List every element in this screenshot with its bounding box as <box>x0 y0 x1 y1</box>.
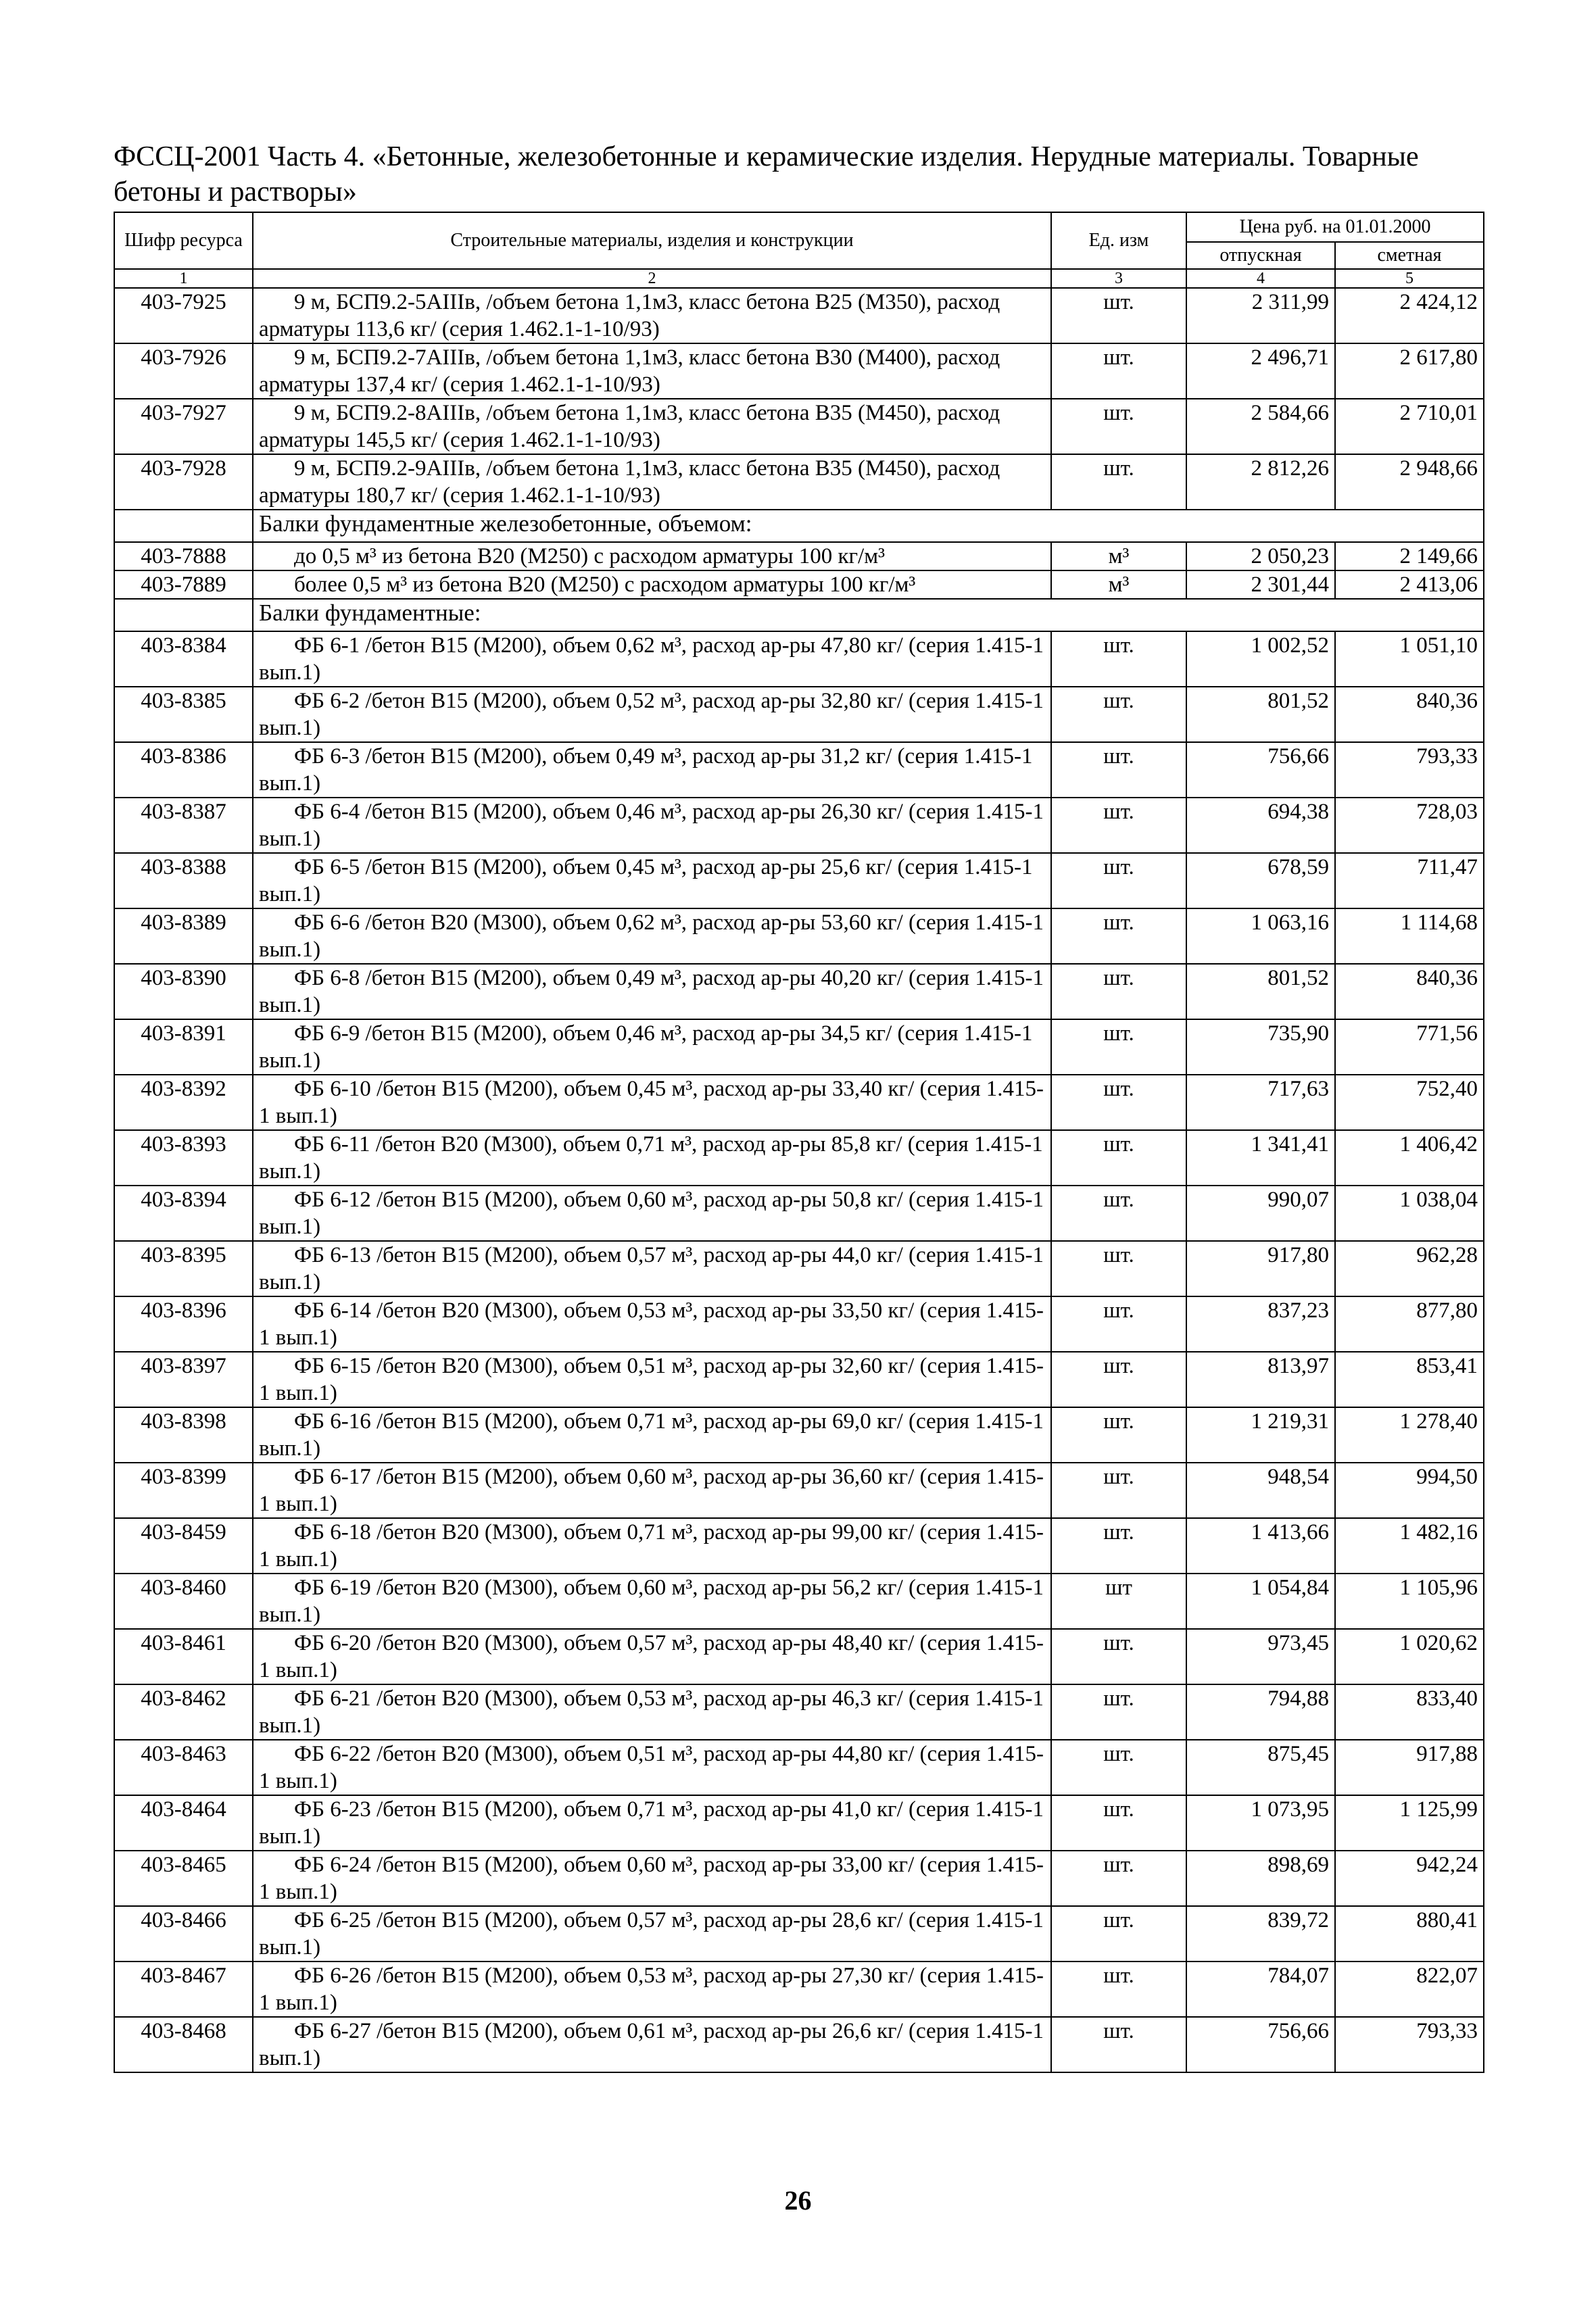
estimate-price-cell: 962,28 <box>1335 1241 1484 1296</box>
table-row <box>114 1186 1484 1241</box>
resource-code-cell: 403-8395 <box>114 1241 253 1296</box>
resource-code-cell: 403-7888 <box>114 542 253 570</box>
estimate-price-cell: 2 149,66 <box>1335 542 1484 570</box>
table-row <box>114 1518 1484 1574</box>
release-price-cell: 756,66 <box>1186 2017 1335 2072</box>
estimate-price-cell: 840,36 <box>1335 687 1484 742</box>
unit-cell: шт. <box>1051 1241 1186 1296</box>
table-row <box>114 1296 1484 1352</box>
release-price-cell: 756,66 <box>1186 742 1335 798</box>
table-row <box>114 742 1484 798</box>
estimate-price-cell: 1 125,99 <box>1335 1795 1484 1851</box>
unit-cell: шт. <box>1051 454 1186 510</box>
table-row <box>114 1795 1484 1851</box>
material-description-cell: ФБ 6-26 /бетон В15 (М200), объем 0,53 м³, расход ар-ры 27,30 кг/ (серия 1.415-1 вып.1) <box>253 1961 1051 2017</box>
resource-code-cell: 403-8396 <box>114 1296 253 1352</box>
table-row <box>114 2017 1484 2072</box>
empty-code-cell <box>114 510 253 542</box>
material-description-cell: ФБ 6-15 /бетон В20 (М300), объем 0,51 м³, расход ар-ры 32,60 кг/ (серия 1.415-1 вып.1) <box>253 1352 1051 1407</box>
table-row <box>114 454 1484 510</box>
table-row <box>114 343 1484 399</box>
unit-cell: шт. <box>1051 1906 1186 1961</box>
estimate-price-cell: 917,88 <box>1335 1740 1484 1795</box>
release-price-cell: 2 496,71 <box>1186 343 1335 399</box>
unit-cell: шт. <box>1051 1795 1186 1851</box>
table-row <box>114 288 1484 343</box>
table-row <box>114 853 1484 908</box>
estimate-price-cell: 711,47 <box>1335 853 1484 908</box>
resource-code-cell: 403-8388 <box>114 853 253 908</box>
unit-cell: шт. <box>1051 853 1186 908</box>
column-header-release-price: отпускная <box>1186 242 1335 269</box>
column-number: 3 <box>1051 269 1186 288</box>
material-description-cell: ФБ 6-3 /бетон В15 (М200), объем 0,49 м³, расход ар-ры 31,2 кг/ (серия 1.415-1 вып.1) <box>253 742 1051 798</box>
column-header-code: Шифр ресурса <box>114 212 253 269</box>
unit-cell: шт. <box>1051 1186 1186 1241</box>
table-row <box>114 1629 1484 1684</box>
column-number: 1 <box>114 269 253 288</box>
resource-code-cell: 403-8464 <box>114 1795 253 1851</box>
material-description-cell: до 0,5 м³ из бетона В20 (М250) с расходом арматуры 100 кг/м³ <box>253 542 1051 570</box>
release-price-cell: 735,90 <box>1186 1019 1335 1075</box>
resource-code-cell: 403-8398 <box>114 1407 253 1463</box>
table-row <box>114 798 1484 853</box>
material-description-cell: ФБ 6-8 /бетон В15 (М200), объем 0,49 м³, расход ар-ры 40,20 кг/ (серия 1.415-1 вып.1) <box>253 964 1051 1019</box>
unit-cell: шт. <box>1051 798 1186 853</box>
estimate-price-cell: 1 114,68 <box>1335 908 1484 964</box>
release-price-cell: 694,38 <box>1186 798 1335 853</box>
material-description-cell: ФБ 6-24 /бетон В15 (М200), объем 0,60 м³, расход ар-ры 33,00 кг/ (серия 1.415-1 вып.1) <box>253 1851 1051 1906</box>
material-description-cell: ФБ 6-9 /бетон В15 (М200), объем 0,46 м³, расход ар-ры 34,5 кг/ (серия 1.415-1 вып.1) <box>253 1019 1051 1075</box>
material-description-cell: ФБ 6-4 /бетон В15 (М200), объем 0,46 м³, расход ар-ры 26,30 кг/ (серия 1.415-1 вып.1) <box>253 798 1051 853</box>
resource-code-cell: 403-8387 <box>114 798 253 853</box>
unit-cell: шт. <box>1051 1740 1186 1795</box>
release-price-cell: 794,88 <box>1186 1684 1335 1740</box>
estimate-price-cell: 853,41 <box>1335 1352 1484 1407</box>
release-price-cell: 917,80 <box>1186 1241 1335 1296</box>
table-header <box>114 212 1484 288</box>
material-description-cell: ФБ 6-10 /бетон В15 (М200), объем 0,45 м³, расход ар-ры 33,40 кг/ (серия 1.415-1 вып.1) <box>253 1075 1051 1130</box>
estimate-price-cell: 793,33 <box>1335 742 1484 798</box>
table-row <box>114 1130 1484 1186</box>
resource-code-cell: 403-7889 <box>114 570 253 599</box>
unit-cell: шт. <box>1051 2017 1186 2072</box>
release-price-cell: 717,63 <box>1186 1075 1335 1130</box>
resource-code-cell: 403-7925 <box>114 288 253 343</box>
resource-code-cell: 403-7928 <box>114 454 253 510</box>
group-heading: Балки фундаментные: <box>253 599 1484 631</box>
table-row <box>114 1574 1484 1629</box>
unit-cell: шт. <box>1051 1019 1186 1075</box>
table-row <box>114 1463 1484 1518</box>
material-description-cell: ФБ 6-1 /бетон В15 (М200), объем 0,62 м³, расход ар-ры 47,80 кг/ (серия 1.415-1 вып.1) <box>253 631 1051 687</box>
material-description-cell: ФБ 6-20 /бетон В20 (М300), объем 0,57 м³, расход ар-ры 48,40 кг/ (серия 1.415-1 вып.1) <box>253 1629 1051 1684</box>
empty-code-cell <box>114 599 253 631</box>
table-row <box>114 399 1484 454</box>
resource-code-cell: 403-8384 <box>114 631 253 687</box>
table-row <box>114 1906 1484 1961</box>
release-price-cell: 2 584,66 <box>1186 399 1335 454</box>
unit-cell: шт. <box>1051 1407 1186 1463</box>
column-header-estimate-price: сметная <box>1335 242 1484 269</box>
table-row <box>114 1241 1484 1296</box>
estimate-price-cell: 1 051,10 <box>1335 631 1484 687</box>
material-description-cell: ФБ 6-19 /бетон В20 (М300), объем 0,60 м³, расход ар-ры 56,2 кг/ (серия 1.415-1 вып.1) <box>253 1574 1051 1629</box>
resource-code-cell: 403-8389 <box>114 908 253 964</box>
resource-code-cell: 403-8385 <box>114 687 253 742</box>
resource-code-cell: 403-8390 <box>114 964 253 1019</box>
material-description-cell: ФБ 6-2 /бетон В15 (М200), объем 0,52 м³, расход ар-ры 32,80 кг/ (серия 1.415-1 вып.1) <box>253 687 1051 742</box>
material-description-cell: ФБ 6-18 /бетон В20 (М300), объем 0,71 м³, расход ар-ры 99,00 кг/ (серия 1.415-1 вып.1) <box>253 1518 1051 1574</box>
release-price-cell: 948,54 <box>1186 1463 1335 1518</box>
material-description-cell: более 0,5 м³ из бетона В20 (М250) с расходом арматуры 100 кг/м³ <box>253 570 1051 599</box>
resource-code-cell: 403-8462 <box>114 1684 253 1740</box>
unit-cell: шт. <box>1051 742 1186 798</box>
resource-code-cell: 403-8468 <box>114 2017 253 2072</box>
table-row <box>114 687 1484 742</box>
unit-cell: шт. <box>1051 1684 1186 1740</box>
material-description-cell: ФБ 6-27 /бетон В15 (М200), объем 0,61 м³, расход ар-ры 26,6 кг/ (серия 1.415-1 вып.1) <box>253 2017 1051 2072</box>
table-row <box>114 631 1484 687</box>
column-header-unit: Ед. изм <box>1051 212 1186 269</box>
release-price-cell: 875,45 <box>1186 1740 1335 1795</box>
resource-code-cell: 403-8461 <box>114 1629 253 1684</box>
resource-code-cell: 403-8399 <box>114 1463 253 1518</box>
material-description-cell: 9 м, БСП9.2-7АIIIв, /объем бетона 1,1м3, класс бетона В30 (М400), расход арматуры 137,4 кг/ (серия 1.462.1-1-10/93) <box>253 343 1051 399</box>
resource-code-cell: 403-8392 <box>114 1075 253 1130</box>
material-description-cell: ФБ 6-12 /бетон В15 (М200), объем 0,60 м³, расход ар-ры 50,8 кг/ (серия 1.415-1 вып.1) <box>253 1186 1051 1241</box>
material-description-cell: ФБ 6-13 /бетон В15 (М200), объем 0,57 м³, расход ар-ры 44,0 кг/ (серия 1.415-1 вып.1) <box>253 1241 1051 1296</box>
release-price-cell: 813,97 <box>1186 1352 1335 1407</box>
unit-cell: м³ <box>1051 542 1186 570</box>
estimate-price-cell: 1 020,62 <box>1335 1629 1484 1684</box>
unit-cell: шт. <box>1051 1352 1186 1407</box>
table-row <box>114 1684 1484 1740</box>
release-price-cell: 973,45 <box>1186 1629 1335 1684</box>
resource-code-cell: 403-8466 <box>114 1906 253 1961</box>
resource-code-cell: 403-8465 <box>114 1851 253 1906</box>
resource-code-cell: 403-8394 <box>114 1186 253 1241</box>
table-row <box>114 908 1484 964</box>
estimate-price-cell: 1 406,42 <box>1335 1130 1484 1186</box>
material-description-cell: ФБ 6-17 /бетон В15 (М200), объем 0,60 м³, расход ар-ры 36,60 кг/ (серия 1.415-1 вып.1) <box>253 1463 1051 1518</box>
resource-code-cell: 403-8460 <box>114 1574 253 1629</box>
price-table <box>114 212 1484 2073</box>
column-number: 5 <box>1335 269 1484 288</box>
release-price-cell: 1 341,41 <box>1186 1130 1335 1186</box>
table-row <box>114 570 1484 599</box>
estimate-price-cell: 793,33 <box>1335 2017 1484 2072</box>
table-row <box>114 1740 1484 1795</box>
table-row <box>114 1352 1484 1407</box>
estimate-price-cell: 877,80 <box>1335 1296 1484 1352</box>
unit-cell: шт. <box>1051 908 1186 964</box>
estimate-price-cell: 2 424,12 <box>1335 288 1484 343</box>
estimate-price-cell: 880,41 <box>1335 1906 1484 1961</box>
unit-cell: шт. <box>1051 288 1186 343</box>
release-price-cell: 1 219,31 <box>1186 1407 1335 1463</box>
estimate-price-cell: 2 413,06 <box>1335 570 1484 599</box>
column-header-price-group: Цена руб. на 01.01.2000 <box>1186 212 1484 242</box>
estimate-price-cell: 942,24 <box>1335 1851 1484 1906</box>
resource-code-cell: 403-7927 <box>114 399 253 454</box>
table-row <box>114 1961 1484 2017</box>
column-header-name: Строительные материалы, изделия и конструкции <box>253 212 1051 269</box>
release-price-cell: 784,07 <box>1186 1961 1335 2017</box>
material-description-cell: ФБ 6-14 /бетон В20 (М300), объем 0,53 м³, расход ар-ры 33,50 кг/ (серия 1.415-1 вып.1) <box>253 1296 1051 1352</box>
estimate-price-cell: 752,40 <box>1335 1075 1484 1130</box>
estimate-price-cell: 1 105,96 <box>1335 1574 1484 1629</box>
unit-cell: шт. <box>1051 1296 1186 1352</box>
unit-cell: шт. <box>1051 399 1186 454</box>
table-row <box>114 1019 1484 1075</box>
release-price-cell: 990,07 <box>1186 1186 1335 1241</box>
release-price-cell: 898,69 <box>1186 1851 1335 1906</box>
material-description-cell: ФБ 6-21 /бетон В20 (М300), объем 0,53 м³, расход ар-ры 46,3 кг/ (серия 1.415-1 вып.1) <box>253 1684 1051 1740</box>
material-description-cell: 9 м, БСП9.2-5АIIIв, /объем бетона 1,1м3, класс бетона В25 (М350), расход арматуры 113,6 кг/ (серия 1.462.1-1-10/93) <box>253 288 1051 343</box>
unit-cell: шт. <box>1051 1075 1186 1130</box>
release-price-cell: 1 413,66 <box>1186 1518 1335 1574</box>
table-row <box>114 964 1484 1019</box>
material-description-cell: 9 м, БСП9.2-8АIIIв, /объем бетона 1,1м3, класс бетона В35 (М450), расход арматуры 145,5 кг/ (серия 1.462.1-1-10/93) <box>253 399 1051 454</box>
unit-cell: шт. <box>1051 1518 1186 1574</box>
material-description-cell: ФБ 6-5 /бетон В15 (М200), объем 0,45 м³, расход ар-ры 25,6 кг/ (серия 1.415-1 вып.1) <box>253 853 1051 908</box>
release-price-cell: 2 311,99 <box>1186 288 1335 343</box>
release-price-cell: 801,52 <box>1186 964 1335 1019</box>
estimate-price-cell: 833,40 <box>1335 1684 1484 1740</box>
page-number: 26 <box>784 2185 812 2216</box>
resource-code-cell: 403-7926 <box>114 343 253 399</box>
resource-code-cell: 403-8463 <box>114 1740 253 1795</box>
table-body <box>114 288 1484 2072</box>
resource-code-cell: 403-8391 <box>114 1019 253 1075</box>
estimate-price-cell: 2 948,66 <box>1335 454 1484 510</box>
material-description-cell: ФБ 6-23 /бетон В15 (М200), объем 0,71 м³, расход ар-ры 41,0 кг/ (серия 1.415-1 вып.1) <box>253 1795 1051 1851</box>
estimate-price-cell: 728,03 <box>1335 798 1484 853</box>
resource-code-cell: 403-8467 <box>114 1961 253 2017</box>
group-heading: Балки фундаментные железобетонные, объемом: <box>253 510 1484 542</box>
resource-code-cell: 403-8393 <box>114 1130 253 1186</box>
release-price-cell: 1 073,95 <box>1186 1795 1335 1851</box>
unit-cell: шт <box>1051 1574 1186 1629</box>
estimate-price-cell: 1 278,40 <box>1335 1407 1484 1463</box>
release-price-cell: 837,23 <box>1186 1296 1335 1352</box>
table-row <box>114 1407 1484 1463</box>
unit-cell: шт. <box>1051 1961 1186 2017</box>
release-price-cell: 2 301,44 <box>1186 570 1335 599</box>
release-price-cell: 801,52 <box>1186 687 1335 742</box>
release-price-cell: 839,72 <box>1186 1906 1335 1961</box>
unit-cell: шт. <box>1051 1851 1186 1906</box>
table-row <box>114 542 1484 570</box>
resource-code-cell: 403-8459 <box>114 1518 253 1574</box>
document-title: ФССЦ-2001 Часть 4. «Бетонные, железобетонные и керамические изделия. Нерудные материалы. Товарные бетоны и растворы» <box>114 141 1419 208</box>
release-price-cell: 2 812,26 <box>1186 454 1335 510</box>
estimate-price-cell: 994,50 <box>1335 1463 1484 1518</box>
unit-cell: шт. <box>1051 631 1186 687</box>
release-price-cell: 1 002,52 <box>1186 631 1335 687</box>
release-price-cell: 1 063,16 <box>1186 908 1335 964</box>
material-description-cell: ФБ 6-6 /бетон В20 (М300), объем 0,62 м³, расход ар-ры 53,60 кг/ (серия 1.415-1 вып.1) <box>253 908 1051 964</box>
release-price-cell: 2 050,23 <box>1186 542 1335 570</box>
material-description-cell: ФБ 6-25 /бетон В15 (М200), объем 0,57 м³, расход ар-ры 28,6 кг/ (серия 1.415-1 вып.1) <box>253 1906 1051 1961</box>
unit-cell: шт. <box>1051 343 1186 399</box>
material-description-cell: ФБ 6-11 /бетон В20 (М300), объем 0,71 м³, расход ар-ры 85,8 кг/ (серия 1.415-1 вып.1) <box>253 1130 1051 1186</box>
unit-cell: шт. <box>1051 1629 1186 1684</box>
column-number: 2 <box>253 269 1051 288</box>
estimate-price-cell: 1 482,16 <box>1335 1518 1484 1574</box>
table-row <box>114 1075 1484 1130</box>
unit-cell: шт. <box>1051 964 1186 1019</box>
release-price-cell: 1 054,84 <box>1186 1574 1335 1629</box>
estimate-price-cell: 2 710,01 <box>1335 399 1484 454</box>
material-description-cell: ФБ 6-16 /бетон В15 (М200), объем 0,71 м³, расход ар-ры 69,0 кг/ (серия 1.415-1 вып.1) <box>253 1407 1051 1463</box>
material-description-cell: ФБ 6-22 /бетон В20 (М300), объем 0,51 м³, расход ар-ры 44,80 кг/ (серия 1.415-1 вып.1) <box>253 1740 1051 1795</box>
column-number: 4 <box>1186 269 1335 288</box>
estimate-price-cell: 1 038,04 <box>1335 1186 1484 1241</box>
unit-cell: шт. <box>1051 687 1186 742</box>
table-row <box>114 1851 1484 1906</box>
estimate-price-cell: 822,07 <box>1335 1961 1484 2017</box>
material-description-cell: 9 м, БСП9.2-9АIIIв, /объем бетона 1,1м3, класс бетона В35 (М450), расход арматуры 180,7 кг/ (серия 1.462.1-1-10/93) <box>253 454 1051 510</box>
release-price-cell: 678,59 <box>1186 853 1335 908</box>
estimate-price-cell: 840,36 <box>1335 964 1484 1019</box>
unit-cell: м³ <box>1051 570 1186 599</box>
group-heading-row <box>114 510 1484 542</box>
resource-code-cell: 403-8397 <box>114 1352 253 1407</box>
estimate-price-cell: 2 617,80 <box>1335 343 1484 399</box>
resource-code-cell: 403-8386 <box>114 742 253 798</box>
unit-cell: шт. <box>1051 1463 1186 1518</box>
unit-cell: шт. <box>1051 1130 1186 1186</box>
group-heading-row <box>114 599 1484 631</box>
estimate-price-cell: 771,56 <box>1335 1019 1484 1075</box>
